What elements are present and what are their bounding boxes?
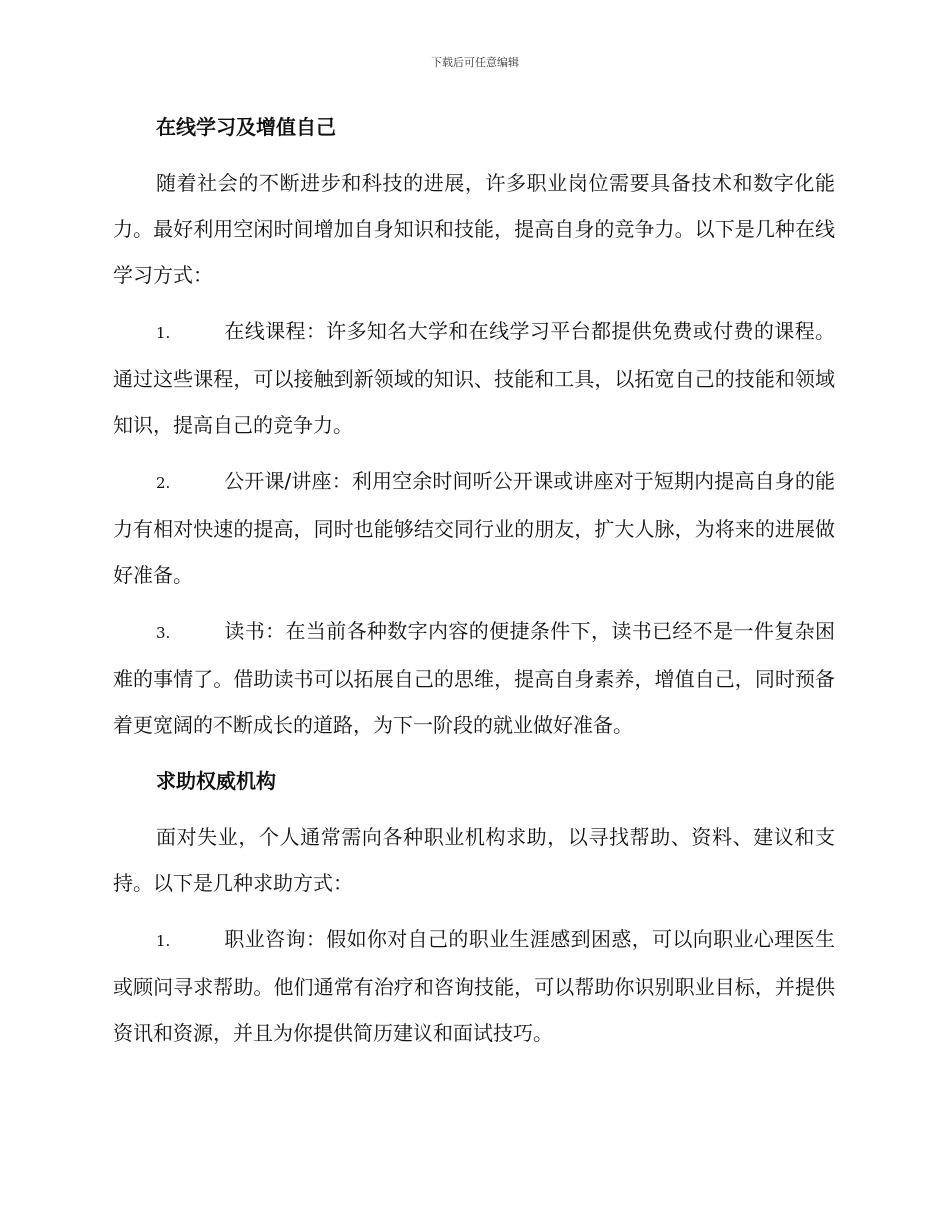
list-item bbox=[113, 916, 835, 1056]
list-text: 公开课/讲座：利用空余时间听公开课或讲座对于短期内提高自身的能力有相对快速的提高，同时也能够结交同行业的朋友，扩大人脉，为将来的进展做好准备。 bbox=[113, 469, 835, 587]
list-number: 1. bbox=[156, 324, 171, 342]
section-intro: 随着社会的不断进步和科技的进展，许多职业岗位需要具备技术和数字化能力。最好利用空闲时间增加自身知识和技能，提高自身的竞争力。以下是几种在线学习方式： bbox=[113, 171, 835, 287]
list-item bbox=[113, 608, 835, 748]
list-text: 读书：在当前各种数字内容的便捷条件下，读书已经不是一件复杂困难的事情了。借助读书可以拓展自己的思维，提高自身素养，增值自己，同时预备着更宽阔的不断成长的道路，为下一阶段的就业做好准备。 bbox=[113, 619, 835, 737]
list-item bbox=[113, 308, 835, 448]
header-note: 下载后可任意编辑 bbox=[431, 56, 519, 69]
section-heading: 在线学习及增值自己 bbox=[156, 115, 336, 139]
list-number: 2. bbox=[156, 474, 171, 492]
document-body bbox=[113, 104, 835, 1066]
list-text: 在线课程：许多知名大学和在线学习平台都提供免费或付费的课程。通过这些课程，可以接触到新领域的知识、技能和工具，以拓宽自己的技能和领域知识，提高自己的竞争力。 bbox=[113, 319, 835, 437]
section-intro: 面对失业，个人通常需向各种职业机构求助，以寻找帮助、资料、建议和支持。以下是几种求助方式： bbox=[113, 825, 835, 895]
list-text: 职业咨询：假如你对自己的职业生涯感到困惑，可以向职业心理医生或顾问寻求帮助。他们通常有治疗和咨询技能，可以帮助你识别职业目标，并提供资讯和资源，并且为你提供简历建议和面试技巧。 bbox=[113, 927, 835, 1045]
list-item bbox=[113, 458, 835, 598]
list-number: 1. bbox=[156, 932, 171, 950]
section-heading: 求助权威机构 bbox=[156, 769, 276, 793]
list-number: 3. bbox=[156, 624, 171, 642]
